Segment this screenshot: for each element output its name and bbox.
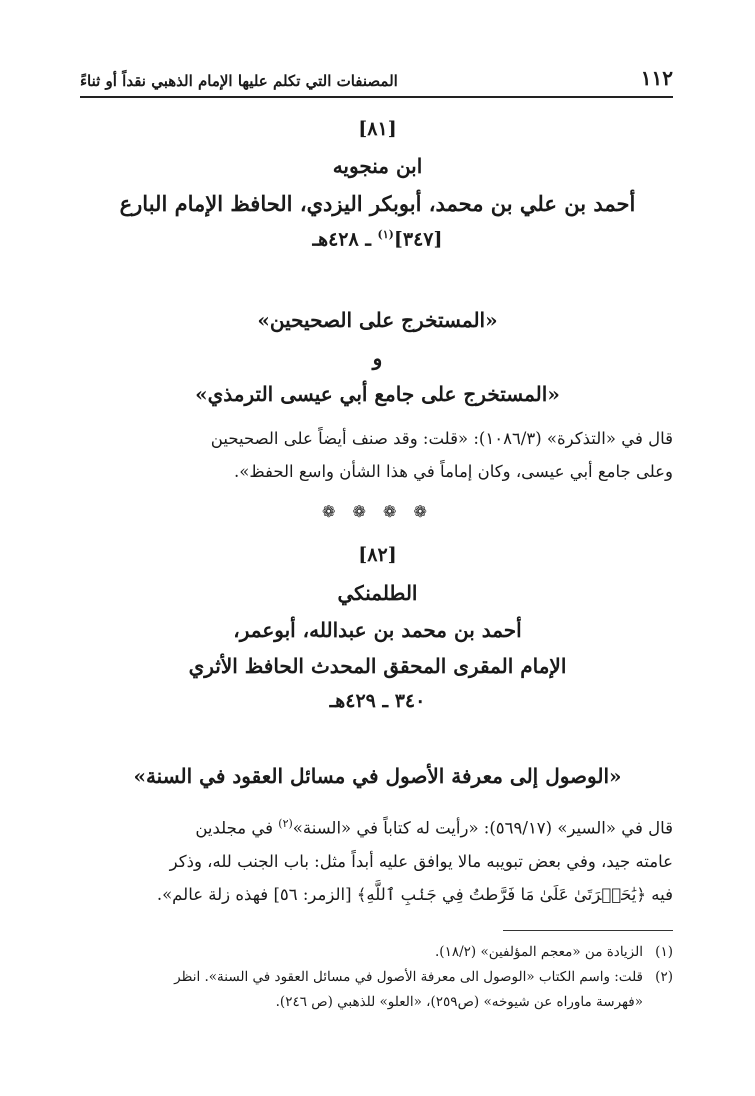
running-header xyxy=(80,60,673,98)
entry-82-quote-line-3: فيه ﴿يَٰحَسۡرَتَىٰ عَلَىٰ مَا فَرَّطتُ فِي جَنۢبِ ٱللَّهِ﴾ [الزمر: ٥٦] فهذه زلة عالم». xyxy=(156,884,673,904)
footnote-2-text xyxy=(78,965,643,1015)
entry-82-quote xyxy=(78,807,673,911)
entry-81-death-year: ـ ٤٢٨هـ xyxy=(312,228,378,251)
footnote-1-text xyxy=(78,940,643,965)
footnote-2-line-2: «فهرسة ماوراه عن شيوخه» (ص٢٥٩)، «العلو» للذهبي (ص ٢٤٦). xyxy=(275,994,643,1010)
entry-81-quote-line-2: وعلى جامع أبي عيسى، وكان إماماً في هذا الشأن واسع الحفظ». xyxy=(234,462,673,481)
entry-82-full-name: أحمد بن محمد بن عبدالله، أبوعمر، xyxy=(233,618,522,642)
entry-82-work: «الوصول إلى معرفة الأصول في مسائل العقود في السنة» xyxy=(133,764,622,788)
entry-81-conjunction: و xyxy=(372,346,383,370)
entry-81-work-2: «المستخرج على جامع أبي عيسى الترمذي» xyxy=(195,382,560,406)
footnote-1 xyxy=(78,940,673,965)
entry-81-birth-year: [٣٤٧] xyxy=(393,228,443,251)
footnotes xyxy=(78,940,673,1015)
footnote-ref-2: (٢) xyxy=(278,817,293,830)
entry-82-quote-line-1 xyxy=(78,807,673,845)
entry-81-full-name: أحمد بن علي بن محمد، أبوبكر اليزدي، الحافظ الإمام البارع xyxy=(119,191,636,216)
entry-81-quote xyxy=(78,422,673,488)
footnote-ref-1: (١) xyxy=(377,228,394,241)
entry-81-short-name: ابن منجويه xyxy=(332,154,423,178)
entry-81-dates xyxy=(0,228,755,250)
footnote-rule xyxy=(503,930,673,931)
page-number: ١١٢ xyxy=(640,66,673,90)
footnote-1-line-1: الزيادة من «معجم المؤلفين» (١٨/٢). xyxy=(435,944,643,960)
running-title: المصنفات التي تكلم عليها الإمام الذهبي نقداً أو ثناءً xyxy=(80,72,398,90)
entry-81-work-1: «المستخرج على الصحيحين» xyxy=(257,308,498,332)
section-divider: ❁ ❁ ❁ ❁ xyxy=(322,502,433,521)
footnote-2-line-1: قلت: واسم الكتاب «الوصول الى معرفة الأصول في مسائل العقود في السنة». انظر xyxy=(174,969,643,985)
footnote-2 xyxy=(78,965,673,1015)
entry-82-quote-line-2: عامته جيد، وفي بعض تبويبه مالا يوافق عليه أبداً مثل: باب الجنب لله، وذكر xyxy=(169,851,673,871)
entry-82-quote-line-1-a: قال في «السير» (٥٦٩/١٧): «رأيت له كتاباً في «السنة» xyxy=(292,818,673,838)
footnote-2-number: (٢) xyxy=(655,969,673,985)
entry-number-82: [٨٢] xyxy=(358,544,397,566)
entry-number-81: [٨١] xyxy=(358,118,397,140)
entry-82-dates: ٣٤٠ ـ ٤٢٩هـ xyxy=(329,690,426,712)
entry-82-short-name: الطلمنكي xyxy=(337,581,418,605)
entry-82-titles: الإمام المقرى المحقق المحدث الحافظ الأثري xyxy=(188,654,567,678)
footnote-1-number: (١) xyxy=(655,944,673,960)
entry-82-quote-line-1-b: في مجلدين xyxy=(195,818,279,838)
entry-81-quote-line-1: قال في «التذكرة» (١٠٨٦/٣): «قلت: وقد صنف أيضاً على الصحيحين xyxy=(210,429,673,448)
